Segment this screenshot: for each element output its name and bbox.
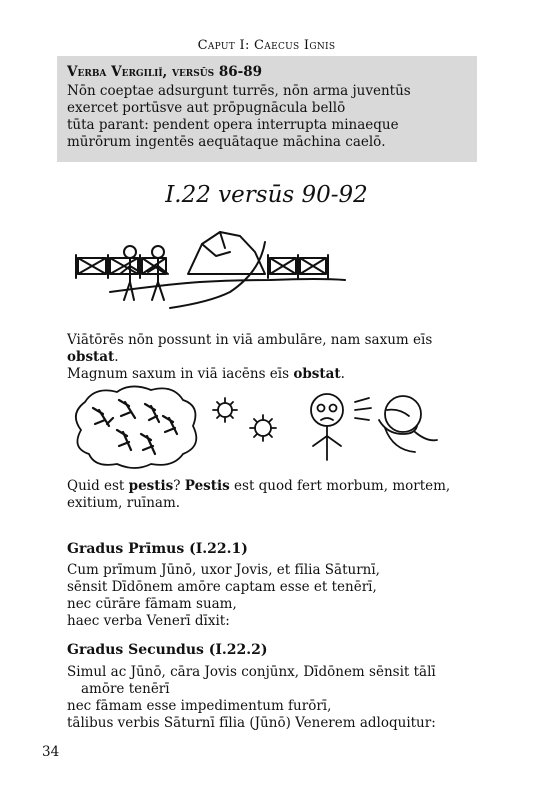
virus-icon (250, 415, 276, 441)
quote-line: Nōn coeptae adsurgunt turrēs, nōn arma juventūs (67, 83, 411, 99)
travelers-blocked-illustration (70, 222, 355, 312)
rock-icon (188, 232, 265, 274)
page-number: 34 (42, 744, 60, 760)
right-fence-icon (268, 255, 328, 278)
section-title: I.22 versūs 90-92 (165, 182, 368, 208)
left-fence-icon (76, 255, 166, 278)
quote-heading: Verba Vergiliī, versūs 86-89 (67, 64, 263, 80)
gradus-primus-text: Cum prīmum Jūnō, uxor Jovis, et fīlia Sāturnī, sēnsit Dīdōnem amōre captam esse et tenērī, nec cūrāre fāmam suam, haec verba Venerī dīxit: (67, 562, 380, 629)
mosquito-icon (93, 400, 177, 454)
sneezing-person-icon (379, 396, 437, 452)
vergil-quote-box (57, 56, 477, 162)
gradus-secundus-text: Simul ac Jūnō, cāra Jovis conjūnx, Dīdōnem sēnsit tālī amōre tenērī nec fāmam esse impedimentum furōrī, tālibus verbis Sāturnī fīlia (Jūnō) Venerem adloquitur: (67, 664, 436, 731)
paragraph-obstat: Viātōrēs nōn possunt in viā ambulāre, nam saxum eīs obstat. Magnum saxum in viā iacēns eīs obstat. (67, 332, 433, 382)
pestilence-illustration (65, 380, 465, 470)
virus-icon (213, 398, 237, 422)
quote-line: exercet portūsve aut prōpugnācula bellō (67, 100, 346, 116)
running-header: Caput I: Caecus Ignis (197, 38, 336, 53)
mosquito-cloud-icon (76, 386, 196, 468)
quote-line: tūta parant: pendent opera interrupta minaeque (67, 117, 399, 133)
gradus-primus-heading: Gradus Prīmus (I.22.1) (67, 541, 248, 557)
gradus-secundus-heading: Gradus Secundus (I.22.2) (67, 642, 268, 658)
worried-person-icon (311, 394, 343, 460)
quote-line: mūrōrum ingentēs aequātaque māchina caelō. (67, 134, 386, 150)
paragraph-pestis: Quid est pestis? Pestis est quod fert morbum, mortem, exitium, ruīnam. (67, 478, 451, 511)
